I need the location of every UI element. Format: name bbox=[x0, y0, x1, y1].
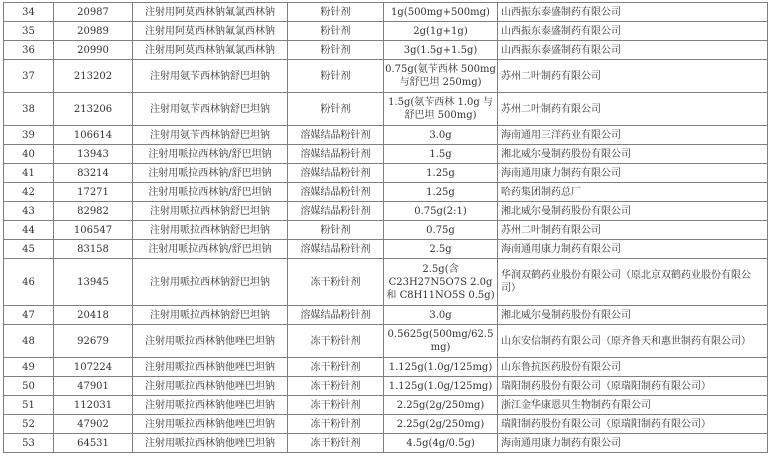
cell-manufacturer: 海南通用康力制药有限公司 bbox=[498, 240, 768, 259]
cell-form: 溶媒结晶粉针剂 bbox=[288, 164, 384, 183]
cell-code: 213202 bbox=[54, 60, 133, 93]
table-row bbox=[4, 306, 768, 325]
cell-index: 42 bbox=[4, 183, 54, 202]
cell-index: 50 bbox=[4, 377, 54, 396]
cell-form: 粉针剂 bbox=[288, 41, 384, 60]
cell-index: 43 bbox=[4, 202, 54, 221]
cell-index: 41 bbox=[4, 164, 54, 183]
cell-spec: 1.25g bbox=[384, 164, 498, 183]
cell-form: 溶媒结晶粉针剂 bbox=[288, 126, 384, 145]
cell-code: 106547 bbox=[54, 221, 133, 240]
cell-name: 注射用氨苄西林钠舒巴坦钠 bbox=[133, 60, 288, 93]
cell-spec: 3.0g bbox=[384, 126, 498, 145]
table-row bbox=[4, 415, 768, 434]
table-row bbox=[4, 396, 768, 415]
drug-list-table bbox=[3, 2, 768, 453]
cell-index: 40 bbox=[4, 145, 54, 164]
cell-index: 46 bbox=[4, 259, 54, 306]
table-row bbox=[4, 164, 768, 183]
cell-name: 注射用阿莫西林钠氟氯西林钠 bbox=[133, 41, 288, 60]
cell-spec: 2.5g(含 C23H27N5O7S 2.0g 和 C8H11NO5S 0.5g) bbox=[384, 259, 498, 306]
cell-code: 47901 bbox=[54, 377, 133, 396]
cell-index: 35 bbox=[4, 22, 54, 41]
cell-name: 注射用哌拉西林钠/舒巴坦钠 bbox=[133, 183, 288, 202]
cell-index: 38 bbox=[4, 93, 54, 126]
cell-manufacturer: 山东安信制药有限公司（原齐鲁天和惠世制药有限公司） bbox=[498, 325, 768, 358]
cell-code: 20418 bbox=[54, 306, 133, 325]
cell-form: 冻干粉针剂 bbox=[288, 358, 384, 377]
cell-name: 注射用哌拉西林钠/舒巴坦钠 bbox=[133, 240, 288, 259]
cell-name: 注射用哌拉西林钠他唑巴坦钠 bbox=[133, 377, 288, 396]
cell-index: 45 bbox=[4, 240, 54, 259]
cell-spec: 1.5g bbox=[384, 145, 498, 164]
table-row bbox=[4, 377, 768, 396]
cell-form: 溶媒结晶粉针剂 bbox=[288, 306, 384, 325]
cell-spec: 3g(1.5g+1.5g) bbox=[384, 41, 498, 60]
cell-manufacturer: 瑞阳制药股份有限公司（原瑞阳制药有限公司） bbox=[498, 415, 768, 434]
cell-code: 20987 bbox=[54, 3, 133, 22]
cell-code: 20990 bbox=[54, 41, 133, 60]
cell-code: 107224 bbox=[54, 358, 133, 377]
cell-manufacturer: 苏州二叶制药有限公司 bbox=[498, 221, 768, 240]
cell-index: 37 bbox=[4, 60, 54, 93]
cell-form: 粉针剂 bbox=[288, 3, 384, 22]
cell-name: 注射用哌拉西林钠/舒巴坦钠 bbox=[133, 145, 288, 164]
cell-manufacturer: 哈药集团制药总厂 bbox=[498, 183, 768, 202]
table-row bbox=[4, 145, 768, 164]
cell-code: 213206 bbox=[54, 93, 133, 126]
cell-spec: 1.25g bbox=[384, 183, 498, 202]
table-row bbox=[4, 60, 768, 93]
cell-code: 47902 bbox=[54, 415, 133, 434]
cell-form: 冻干粉针剂 bbox=[288, 377, 384, 396]
cell-spec: 4.5g(4g/0.5g) bbox=[384, 434, 498, 453]
cell-manufacturer: 苏州二叶制药有限公司 bbox=[498, 93, 768, 126]
cell-name: 注射用哌拉西林钠他唑巴坦钠 bbox=[133, 325, 288, 358]
cell-index: 39 bbox=[4, 126, 54, 145]
table-row bbox=[4, 221, 768, 240]
cell-code: 82982 bbox=[54, 202, 133, 221]
cell-form: 溶媒结晶粉针剂 bbox=[288, 183, 384, 202]
cell-form: 粉针剂 bbox=[288, 221, 384, 240]
cell-manufacturer: 山西振东泰盛制药有限公司 bbox=[498, 3, 768, 22]
cell-form: 溶媒结晶粉针剂 bbox=[288, 145, 384, 164]
cell-code: 64531 bbox=[54, 434, 133, 453]
cell-code: 13945 bbox=[54, 259, 133, 306]
cell-form: 粉针剂 bbox=[288, 22, 384, 41]
cell-index: 52 bbox=[4, 415, 54, 434]
cell-name: 注射用氨苄西林钠舒巴坦钠 bbox=[133, 93, 288, 126]
cell-spec: 1.5g(氨苄西林 1.0g 与舒巴坦 500mg) bbox=[384, 93, 498, 126]
cell-spec: 2.25g(2g/250mg) bbox=[384, 396, 498, 415]
cell-form: 溶媒结晶粉针剂 bbox=[288, 202, 384, 221]
cell-index: 36 bbox=[4, 41, 54, 60]
drug-table-body bbox=[4, 3, 768, 453]
cell-name: 注射用哌拉西林钠舒巴坦钠 bbox=[133, 202, 288, 221]
table-row bbox=[4, 325, 768, 358]
table-row bbox=[4, 126, 768, 145]
cell-code: 83158 bbox=[54, 240, 133, 259]
cell-manufacturer: 山西振东泰盛制药有限公司 bbox=[498, 22, 768, 41]
cell-index: 51 bbox=[4, 396, 54, 415]
table-row bbox=[4, 202, 768, 221]
cell-spec: 0.75g bbox=[384, 221, 498, 240]
cell-manufacturer: 苏州二叶制药有限公司 bbox=[498, 60, 768, 93]
cell-manufacturer: 瑞阳制药股份有限公司（原瑞阳制药有限公司） bbox=[498, 377, 768, 396]
table-row bbox=[4, 41, 768, 60]
cell-code: 106614 bbox=[54, 126, 133, 145]
cell-name: 注射用阿莫西林钠氟氯西林钠 bbox=[133, 3, 288, 22]
cell-spec: 3.0g bbox=[384, 306, 498, 325]
table-row bbox=[4, 358, 768, 377]
cell-form: 冻干粉针剂 bbox=[288, 415, 384, 434]
cell-code: 17271 bbox=[54, 183, 133, 202]
cell-name: 注射用哌拉西林钠舒巴坦钠 bbox=[133, 259, 288, 306]
cell-form: 粉针剂 bbox=[288, 93, 384, 126]
cell-spec: 1.125g(1.0g/125mg) bbox=[384, 377, 498, 396]
cell-spec: 2g(1g+1g) bbox=[384, 22, 498, 41]
cell-name: 注射用阿莫西林钠氟氯西林钠 bbox=[133, 22, 288, 41]
cell-form: 冻干粉针剂 bbox=[288, 259, 384, 306]
cell-name: 注射用哌拉西林钠他唑巴坦钠 bbox=[133, 396, 288, 415]
cell-manufacturer: 海南通用康力制药有限公司 bbox=[498, 164, 768, 183]
cell-manufacturer: 山东鲁抗医药股份有限公司 bbox=[498, 358, 768, 377]
cell-form: 溶媒结晶粉针剂 bbox=[288, 240, 384, 259]
cell-manufacturer: 湘北威尔曼制药股份有限公司 bbox=[498, 202, 768, 221]
cell-manufacturer: 湘北威尔曼制药股份有限公司 bbox=[498, 145, 768, 164]
table-row bbox=[4, 93, 768, 126]
cell-spec: 0.75g(氨苄西林 500mg 与舒巴坦 250mg) bbox=[384, 60, 498, 93]
cell-name: 注射用哌拉西林钠他唑巴坦钠 bbox=[133, 358, 288, 377]
cell-code: 13943 bbox=[54, 145, 133, 164]
cell-index: 49 bbox=[4, 358, 54, 377]
cell-spec: 2.25g(2g/250mg) bbox=[384, 415, 498, 434]
cell-index: 53 bbox=[4, 434, 54, 453]
cell-code: 112031 bbox=[54, 396, 133, 415]
cell-name: 注射用哌拉西林钠他唑巴坦钠 bbox=[133, 415, 288, 434]
cell-index: 34 bbox=[4, 3, 54, 22]
cell-manufacturer: 海南通用三洋药业有限公司 bbox=[498, 126, 768, 145]
cell-spec: 1g(500mg+500mg) bbox=[384, 3, 498, 22]
cell-manufacturer: 华润双鹤药业股份有限公司（原北京双鹤药业股份有限公司） bbox=[498, 259, 768, 306]
cell-code: 20989 bbox=[54, 22, 133, 41]
cell-name: 注射用哌拉西林钠/舒巴坦钠 bbox=[133, 164, 288, 183]
table-row bbox=[4, 434, 768, 453]
cell-form: 冻干粉针剂 bbox=[288, 325, 384, 358]
cell-spec: 0.5625g(500mg/62.5mg) bbox=[384, 325, 498, 358]
cell-code: 92679 bbox=[54, 325, 133, 358]
table-row bbox=[4, 259, 768, 306]
table-row bbox=[4, 22, 768, 41]
table-row bbox=[4, 3, 768, 22]
table-row bbox=[4, 183, 768, 202]
cell-index: 48 bbox=[4, 325, 54, 358]
cell-form: 冻干粉针剂 bbox=[288, 434, 384, 453]
cell-manufacturer: 浙江金华康恩贝生物制药有限公司 bbox=[498, 396, 768, 415]
cell-manufacturer: 山西振东泰盛制药有限公司 bbox=[498, 41, 768, 60]
cell-name: 注射用哌拉西林钠舒巴坦钠 bbox=[133, 221, 288, 240]
cell-name: 注射用哌拉西林钠他唑巴坦钠 bbox=[133, 434, 288, 453]
cell-index: 47 bbox=[4, 306, 54, 325]
cell-spec: 1.125g(1.0g/125mg) bbox=[384, 358, 498, 377]
table-row bbox=[4, 240, 768, 259]
cell-index: 44 bbox=[4, 221, 54, 240]
cell-name: 注射用哌拉西林钠舒巴坦钠 bbox=[133, 306, 288, 325]
cell-manufacturer: 湘北威尔曼制药股份有限公司 bbox=[498, 306, 768, 325]
cell-spec: 0.75g(2:1) bbox=[384, 202, 498, 221]
cell-form: 粉针剂 bbox=[288, 60, 384, 93]
cell-name: 注射用氨苄西林钠舒巴坦钠 bbox=[133, 126, 288, 145]
cell-spec: 2.5g bbox=[384, 240, 498, 259]
cell-manufacturer: 海南通用康力制药有限公司 bbox=[498, 434, 768, 453]
cell-code: 83214 bbox=[54, 164, 133, 183]
cell-form: 冻干粉针剂 bbox=[288, 396, 384, 415]
